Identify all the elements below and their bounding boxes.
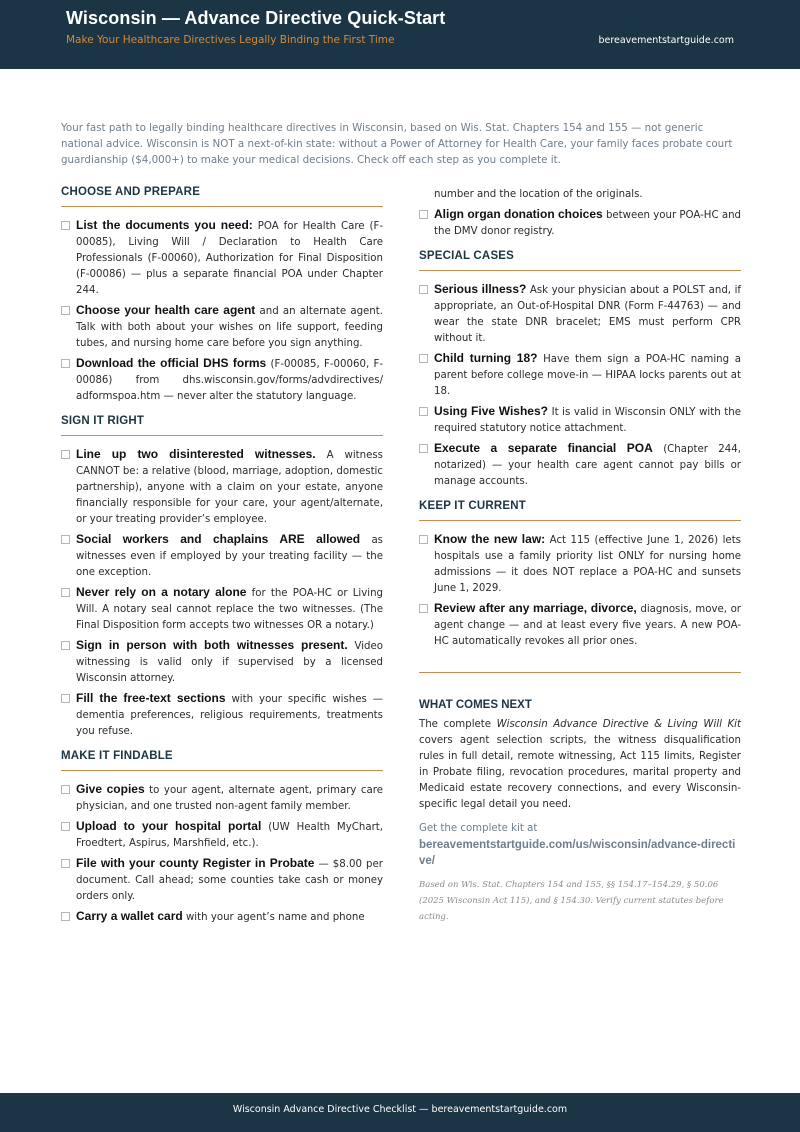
item-text: (Chapter 244, notarized) — your health care agent cannot pay bills or manage accounts. (434, 444, 741, 487)
checkbox-icon[interactable] (61, 306, 70, 315)
checkbox-icon[interactable] (61, 785, 70, 794)
checklist-item[interactable] (61, 690, 383, 740)
checkbox-icon[interactable] (61, 588, 70, 597)
section-title-findable: MAKE IT FINDABLE (61, 750, 383, 771)
section-title-special: SPECIAL CASES (419, 250, 741, 271)
section-title-current: KEEP IT CURRENT (419, 500, 741, 521)
intro-text: Your fast path to legally binding healthcare directives in Wisconsin, based on Wis. Stat. Chapters 154 and 155 — not generic national advice. Wisconsin is NOT a next-of-kin state: without a Power of Attorney for Health Care, your family faces probate court guardianship ($4,000+) to make your medical decisions. Check off each step as you complete it. (61, 122, 733, 166)
statute-citation: Based on Wis. Stat. Chapters 154 and 155, §§ 154.17–154.29, § 50.06 (2025 Wisconsin Act 115), and § 154.30. Verify current statutes before acting. (419, 880, 724, 922)
item-text: (UW Health MyChart, Froedtert, Aspirus, Marshfield, etc.). (76, 822, 383, 849)
checkbox-icon[interactable] (61, 912, 70, 921)
item-heading: Know the new law: (434, 532, 546, 546)
item-heading: Carry a wallet card (76, 909, 183, 923)
section-title-sign: SIGN IT RIGHT (61, 415, 383, 436)
checklist-item[interactable] (419, 600, 741, 650)
checklist-item[interactable] (419, 531, 741, 597)
checkbox-icon[interactable] (61, 641, 70, 650)
checklist-item[interactable] (61, 908, 383, 926)
checklist-item[interactable] (61, 446, 383, 528)
checklist-item[interactable] (419, 206, 741, 240)
item-text: with your agent’s name and phone (182, 912, 365, 923)
checkbox-icon[interactable] (61, 359, 70, 368)
page-subtitle: Make Your Healthcare Directives Legally Binding the First Time (66, 34, 395, 46)
item-text: and an alternate agent. Talk with both about your wishes on life support, feeding tubes, and nursing home care before you sign anything. (76, 306, 383, 349)
item-text: diagnosis, move, or agent change — and at least every five years. A new POA-HC automatically revokes all prior ones. (434, 604, 741, 647)
item-heading: Sign in person with both witnesses present. (76, 638, 348, 652)
item-text: for the POA-HC or Living Will. A notary seal cannot replace the two witnesses. (The Final Disposition form accepts two witnesses OR a notary.) (76, 588, 384, 631)
item-heading: Align organ donation choices (434, 207, 603, 221)
checklist-item[interactable] (419, 350, 741, 400)
checkbox-icon[interactable] (61, 535, 70, 544)
item-text: as witnesses even if employed by your treating facility — the one exception. (76, 535, 383, 578)
item-heading: Using Five Wishes? (434, 404, 548, 418)
body-text: covers agent selection scripts, the witness disqualification rules in full detail, remote witnessing, Act 115 limits, Register in Probate filing, revocation procedures, marital property and Medicaid estate recovery connections, and every Wisconsin-specific legal detail you need. (419, 735, 741, 810)
checklist-item[interactable] (61, 531, 383, 581)
item-text: — $8.00 per document. Call ahead; some counties take cash or money orders only. (76, 859, 383, 902)
item-text: Act 115 (effective June 1, 2026) lets hospitals use a family priority list ONLY for nursing home admissions — it does NOT replace a POA-HC and sunsets June 1, 2029. (434, 535, 741, 594)
checklist-item[interactable] (419, 281, 741, 347)
checkbox-icon[interactable] (419, 210, 428, 219)
checklist-item[interactable] (61, 217, 383, 299)
checkbox-icon[interactable] (61, 694, 70, 703)
item-text: Have them sign a POA-HC naming a parent before college move-in — HIPAA locks parents out at 18. (434, 354, 741, 397)
item-heading: Fill the free-text sections (76, 691, 226, 705)
item-continuation: number and the location of the originals. (434, 189, 643, 200)
checkbox-icon[interactable] (419, 535, 428, 544)
checkbox-icon[interactable] (61, 221, 70, 230)
item-heading: Serious illness? (434, 282, 527, 296)
item-heading: Give copies (76, 782, 145, 796)
header-site-link[interactable]: bereavementstartguide.com (598, 35, 734, 46)
item-text: to your agent, alternate agent, primary care physician, and one trusted non-agent family member. (76, 785, 383, 812)
section-divider (419, 672, 741, 673)
item-heading: Review after any marriage, divorce, (434, 601, 637, 615)
checklist-item[interactable] (61, 855, 383, 905)
item-heading: Choose your health care agent (76, 303, 256, 317)
section-title-choose: CHOOSE AND PREPARE (61, 186, 383, 207)
checkbox-icon[interactable] (61, 450, 70, 459)
what-comes-next-body (419, 717, 741, 813)
body-text: The complete (419, 719, 497, 730)
checklist-item[interactable] (61, 637, 383, 687)
page-footer: Wisconsin Advance Directive Checklist — bereavementstartguide.com (0, 1093, 800, 1132)
checklist-item[interactable] (419, 403, 741, 437)
checklist-item[interactable] (61, 584, 383, 634)
checklist-item[interactable] (419, 440, 741, 490)
item-text: Video witnessing is valid only if supervised by a licensed Wisconsin attorney. (76, 641, 384, 684)
kit-link[interactable]: bereavementstartguide.com/us/wisconsin/advance-directive/ (419, 839, 736, 867)
item-heading: Download the official DHS forms (76, 356, 267, 370)
item-text: Ask your physician about a POLST and, if appropriate, an Out-of-Hospital DNR (Form F-44763) — and wear the state DNR bracelet; EMS must perform CPR without it. (434, 285, 741, 344)
what-comes-next-title: WHAT COMES NEXT (419, 699, 532, 711)
checkbox-icon[interactable] (61, 859, 70, 868)
item-heading: Child turning 18? (434, 351, 538, 365)
item-text: with your specific wishes — dementia preferences, religious requirements, treatments you refuse. (76, 694, 383, 737)
checkbox-icon[interactable] (419, 444, 428, 453)
item-text: It is valid in Wisconsin ONLY with the required statutory notice attachment. (434, 407, 742, 434)
checkbox-icon[interactable] (419, 407, 428, 416)
checklist-item[interactable] (61, 818, 383, 852)
item-text: (F-00085, F-00060, F-00086) from dhs.wisconsin.gov/forms/advdirectives/ adformspoa.htm — never alter the statutory language. (76, 359, 384, 402)
left-column (61, 186, 383, 929)
item-heading: Never rely on a notary alone (76, 585, 247, 599)
checklist-item[interactable] (61, 781, 383, 815)
checkbox-icon[interactable] (419, 354, 428, 363)
item-heading: Line up two disinterested witnesses. (76, 447, 316, 461)
kit-label: Get the complete kit at (419, 823, 538, 834)
item-heading: File with your county Register in Probate (76, 856, 315, 870)
item-heading: Social workers and chaplains ARE allowed (76, 532, 361, 546)
page-title: Wisconsin — Advance Directive Quick-Start (66, 8, 446, 28)
checklist-item[interactable] (61, 302, 383, 352)
item-heading: Execute a separate financial POA (434, 441, 653, 455)
checkbox-icon[interactable] (419, 285, 428, 294)
kit-name: Wisconsin Advance Directive & Living Will Kit (496, 719, 741, 730)
right-column (419, 187, 741, 925)
item-text: POA for Health Care (F-00085), Living Will / Declaration to Health Care Professionals (F-00060), Authorization for Final Disposition (F-00086) — plus a separate financial POA under Chapter 244. (76, 221, 384, 296)
item-text: between your POA-HC and the DMV donor registry. (434, 210, 741, 237)
checkbox-icon[interactable] (419, 604, 428, 613)
checkbox-icon[interactable] (61, 822, 70, 831)
page-header (0, 0, 800, 69)
checklist-item[interactable] (61, 355, 383, 405)
item-text: A witness CANNOT be: a relative (blood, marriage, adoption, domestic partnership), anyone with a claim on your estate, anyone financially responsible for your care, your agent/alternate, or your treating provider’s employee. (76, 450, 383, 525)
item-heading: List the documents you need: (76, 218, 253, 232)
item-heading: Upload to your hospital portal (76, 819, 262, 833)
